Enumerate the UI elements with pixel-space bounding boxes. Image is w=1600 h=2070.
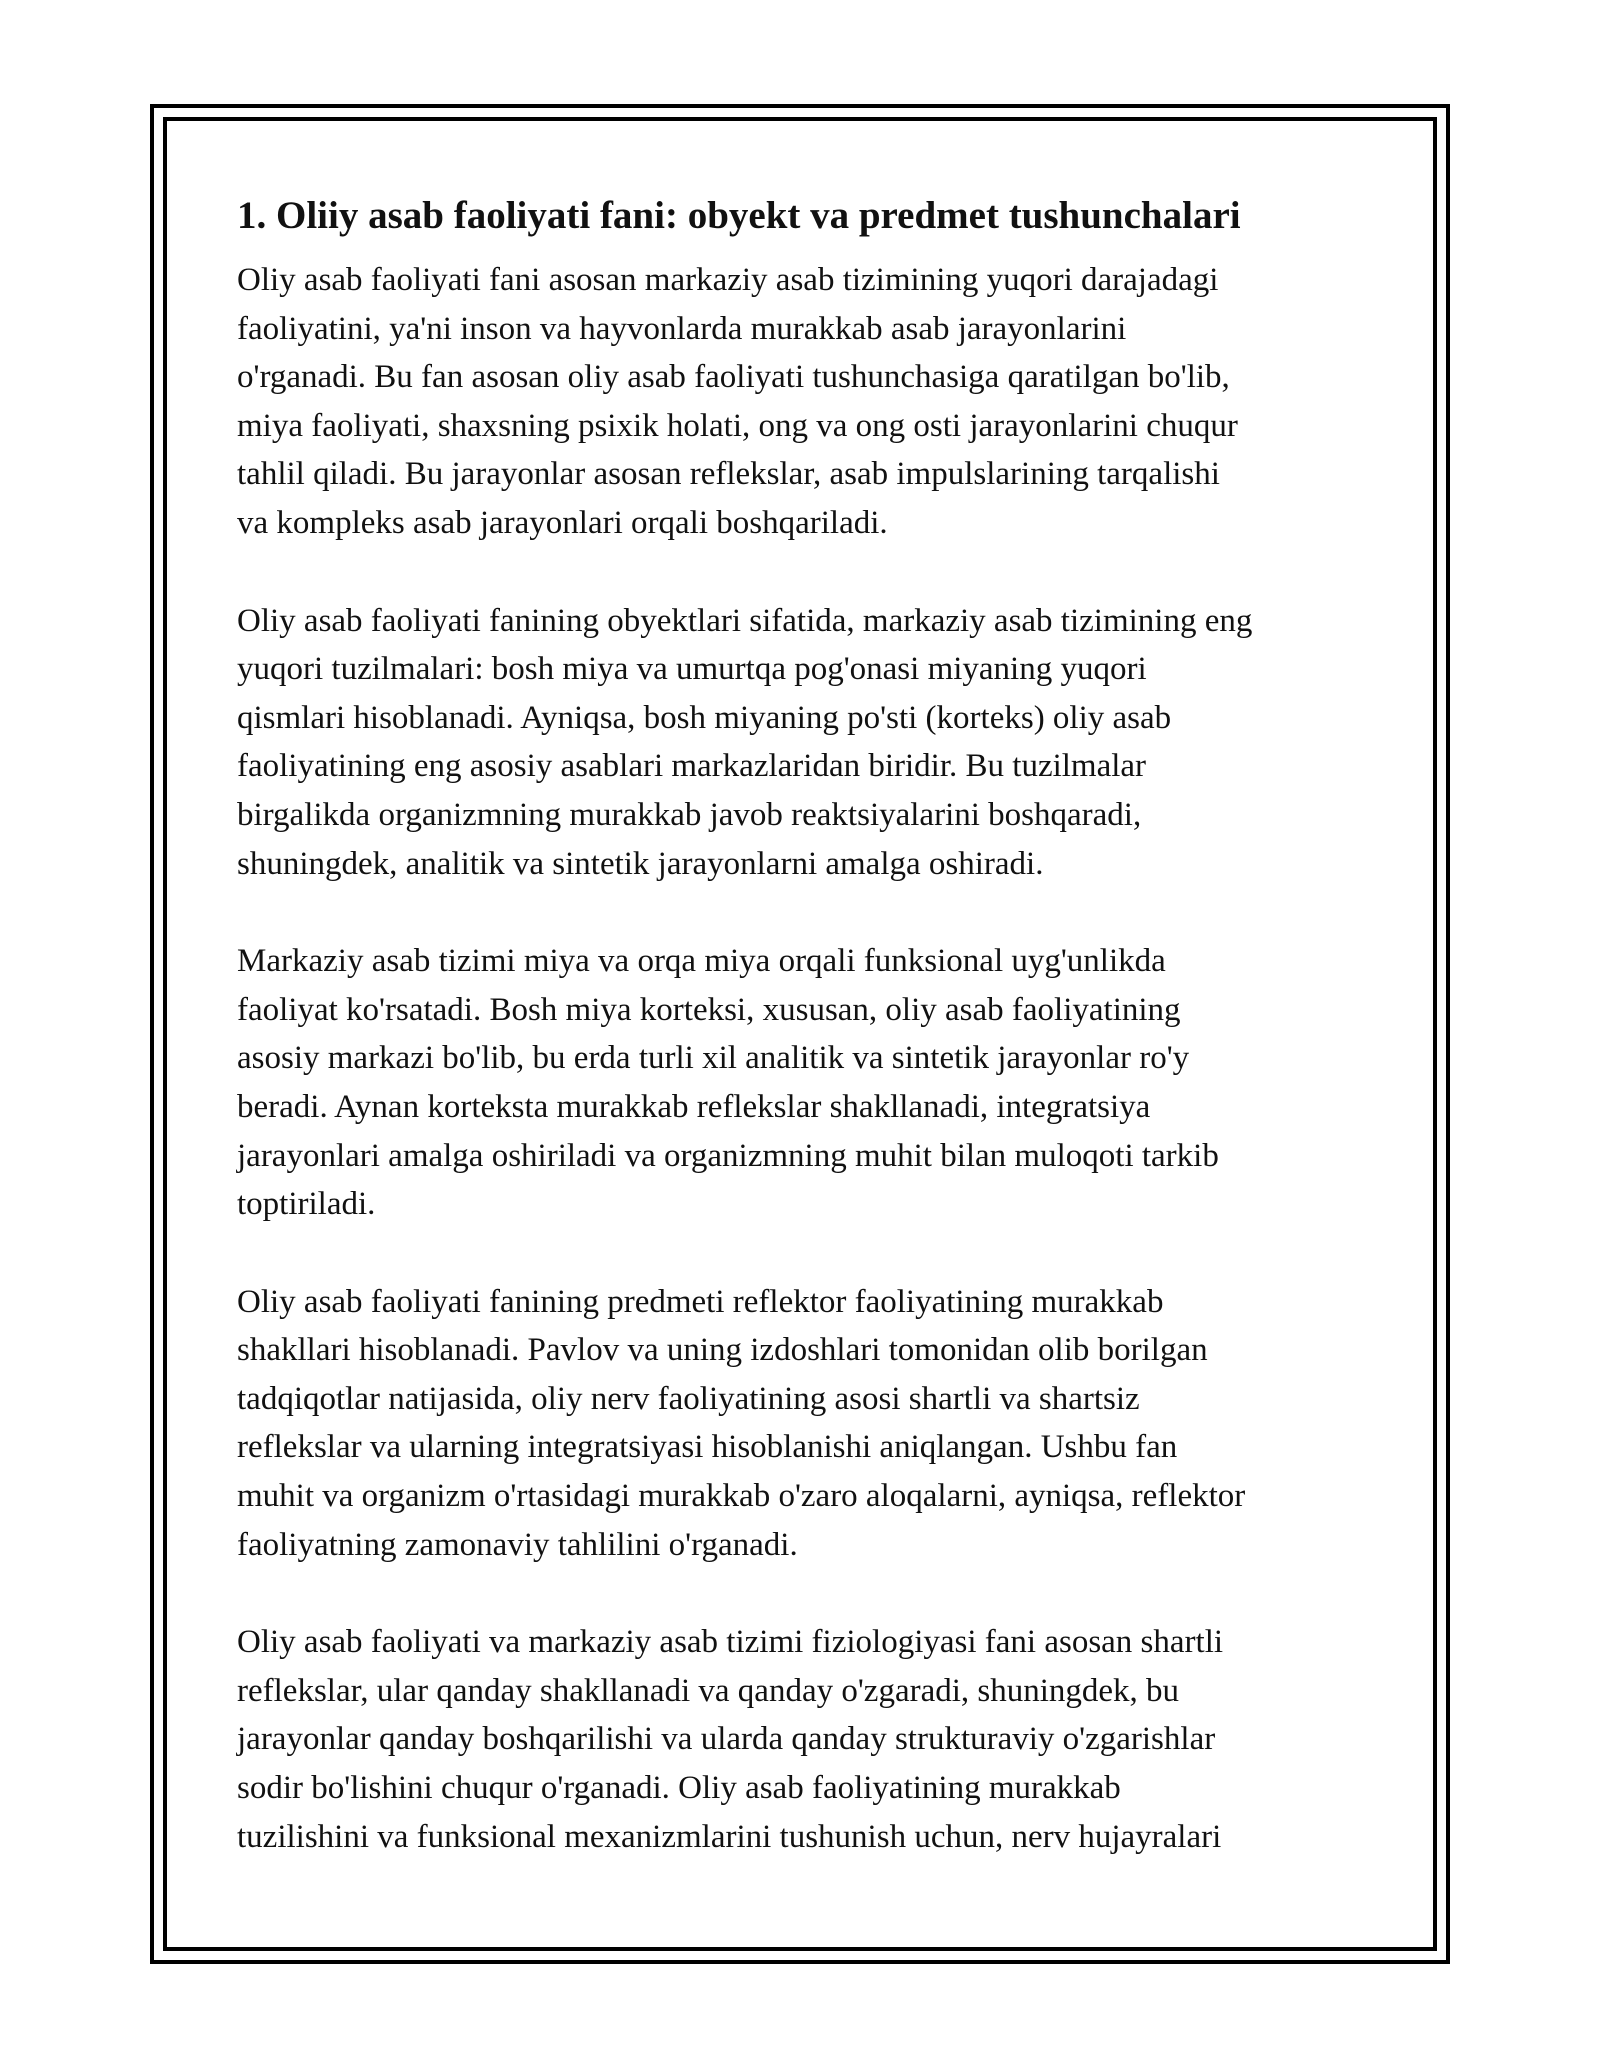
paragraph-line: birgalikda organizmning murakkab javob reaktsiyalarini boshqaradi, xyxy=(237,796,1142,833)
paragraph-3 xyxy=(237,937,1377,1229)
paragraph-line: o'rganadi. Bu fan asosan oliy asab faoliyati tushunchasiga qaratilgan bo'lib, xyxy=(237,359,1230,396)
paragraph-line: tadqiqotlar natijasida, oliy nerv faoliyatining asosi shartli va shartsiz xyxy=(237,1380,1140,1417)
paragraph-line: yuqori tuzilmalari: bosh miya va umurtqa pog'onasi miyaning yuqori xyxy=(237,651,1147,688)
paragraph-line: muhit va organizm o'rtasidagi murakkab o'zaro aloqalarni, ayniqsa, reflektor xyxy=(237,1478,1246,1515)
paragraph-line: asosiy markazi bo'lib, bu erda turli xil analitik va sintetik jarayonlar ro'y xyxy=(237,1040,1190,1077)
paragraph-line: toptiriladi. xyxy=(237,1186,376,1223)
paragraph-line: shuningdek, analitik va sintetik jarayonlarni amalga oshiradi. xyxy=(237,845,1044,882)
paragraph-line: reflekslar, ular qanday shakllanadi va qanday o'zgaradi, shuningdek, bu xyxy=(237,1672,1180,1709)
paragraph-line: reflekslar va ularning integratsiyasi hisoblanishi aniqlangan. Ushbu fan xyxy=(237,1429,1178,1466)
paragraph-4 xyxy=(237,1278,1377,1570)
paragraph-line: sodir bo'lishini chuqur o'rganadi. Oliy asab faoliyatining murakkab xyxy=(237,1770,1121,1807)
paragraph-line: Oliy asab faoliyati va markaziy asab tizimi fiziologiyasi fani asosan shartli xyxy=(237,1624,1224,1661)
paragraph-line: Oliy asab faoliyati fanining obyektlari sifatida, markaziy asab tizimining eng xyxy=(237,602,1253,639)
paragraph-line: faoliyatining eng asosiy asablari markazlaridan biridir. Bu tuzilmalar xyxy=(237,748,1147,785)
paragraph-line: Oliy asab faoliyati fanining predmeti reflektor faoliyatining murakkab xyxy=(237,1283,1164,1320)
paragraph-2 xyxy=(237,597,1377,889)
paragraph-line: jarayonlar qanday boshqarilishi va ularda qanday strukturaviy o'zgarishlar xyxy=(237,1721,1216,1758)
paragraph-line: jarayonlari amalga oshiriladi va organizmning muhit bilan muloqoti tarkib xyxy=(237,1137,1219,1174)
paragraph-line: shakllari hisoblanadi. Pavlov va uning izdoshlari tomonidan olib borilgan xyxy=(237,1332,1208,1369)
paragraph-line: tuzilishini va funksional mexanizmlarini tushunish uchun, nerv hujayralari xyxy=(237,1818,1222,1855)
paragraph-line: faoliyatini, ya'ni inson va hayvonlarda murakkab asab jarayonlarini xyxy=(237,310,1127,347)
section-heading: 1. Oliiy asab faoliyati fani: obyekt va predmet tushunchalari xyxy=(237,194,1241,237)
paragraph-5 xyxy=(237,1618,1377,1861)
paragraph-line: faoliyatning zamonaviy tahlilini o'rganadi. xyxy=(237,1526,798,1563)
paragraph-1 xyxy=(237,256,1377,548)
paragraph-line: beradi. Aynan korteksta murakkab reflekslar shakllanadi, integratsiya xyxy=(237,1088,1151,1125)
paragraph-line: faoliyat ko'rsatadi. Bosh miya korteksi, xususan, oliy asab faoliyatining xyxy=(237,991,1181,1028)
paragraph-line: miya faoliyati, shaxsning psixik holati, ong va ong osti jarayonlarini chuqur xyxy=(237,407,1238,444)
paragraph-line: Markaziy asab tizimi miya va orqa miya orqali funksional uyg'unlikda xyxy=(237,943,1166,980)
paragraph-line: Oliy asab faoliyati fani asosan markaziy asab tizimining yuqori darajadagi xyxy=(237,262,1219,298)
paragraph-line: va kompleks asab jarayonlari orqali boshqariladi. xyxy=(237,504,888,541)
document-body xyxy=(237,188,1377,1910)
paragraph-line: qismlari hisoblanadi. Ayniqsa, bosh miyaning po'sti (korteks) oliy asab xyxy=(237,699,1172,736)
paragraph-line: tahlil qiladi. Bu jarayonlar asosan reflekslar, asab impulslarining tarqalishi xyxy=(237,456,1220,493)
